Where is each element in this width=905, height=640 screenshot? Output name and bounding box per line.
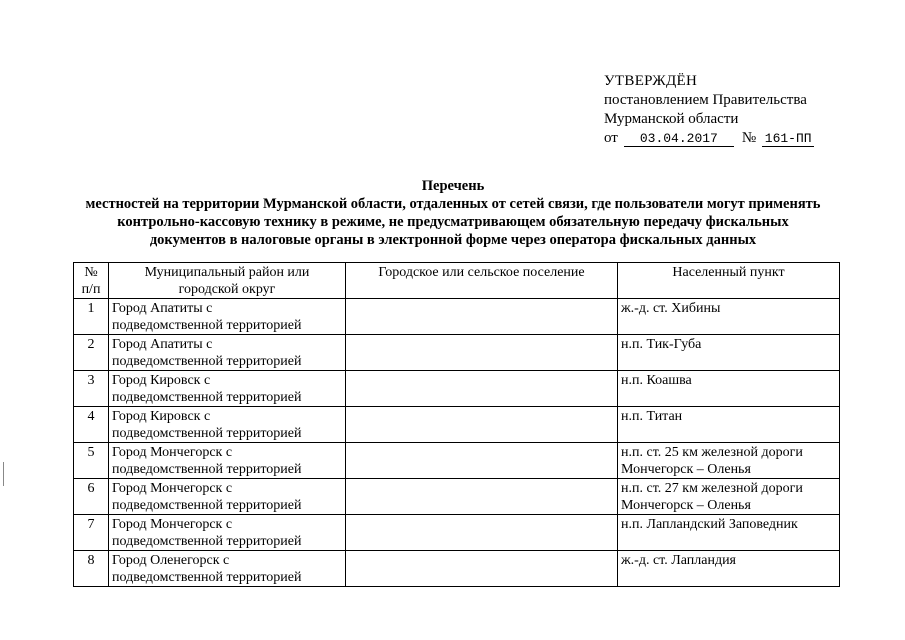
document-subtitle-line-1: местностей на территории Мурманской области, отдаленных от сетей связи, где пользователи могут применять: [85, 196, 821, 212]
table-row: [74, 443, 840, 479]
row-locality: н.п. ст. 27 км железной дороги Мончегорск – Оленья: [618, 479, 840, 515]
header-district: Муниципальный район или городской округ: [109, 263, 346, 299]
row-settlement: [346, 371, 618, 407]
row-district: Город Мончегорск с подведомственной территорией: [109, 479, 346, 515]
row-number: 1: [74, 299, 109, 335]
table-header-row: [74, 263, 840, 299]
number-prefix: №: [741, 130, 757, 146]
row-number: 2: [74, 335, 109, 371]
row-district: Город Оленегорск с подведомственной территорией: [109, 551, 346, 587]
row-district: Город Апатиты с подведомственной территорией: [109, 335, 346, 371]
row-district: Город Кировск с подведомственной территорией: [109, 407, 346, 443]
row-number: 6: [74, 479, 109, 515]
table-row: [74, 515, 840, 551]
row-number: 8: [74, 551, 109, 587]
header-settlement: Городское или сельское поселение: [346, 263, 618, 299]
row-settlement: [346, 335, 618, 371]
row-settlement: [346, 515, 618, 551]
row-settlement: [346, 443, 618, 479]
date-prefix: от: [604, 130, 618, 146]
approval-line-1: постановлением Правительства: [604, 92, 807, 108]
row-locality: н.п. Лапландский Заповедник: [618, 515, 840, 551]
document-subtitle-line-2: контрольно-кассовую технику в режиме, не предусматривающем обязательную передачу фискальных: [117, 214, 789, 230]
document-subtitle-line-3: документов в налоговые органы в электронной форме через оператора фискальных данных: [149, 232, 757, 248]
row-district: Город Мончегорск с подведомственной территорией: [109, 443, 346, 479]
row-locality: ж.-д. ст. Лапландия: [618, 551, 840, 587]
approval-title: УТВЕРЖДЁН: [604, 73, 698, 89]
row-number: 5: [74, 443, 109, 479]
scan-edge-mark: [3, 462, 4, 486]
row-locality: н.п. Коашва: [618, 371, 840, 407]
header-locality: Населенный пункт: [618, 263, 840, 299]
table-row: [74, 299, 840, 335]
document-title: Перечень: [421, 178, 485, 194]
row-district: Город Кировск с подведомственной территорией: [109, 371, 346, 407]
row-settlement: [346, 479, 618, 515]
row-number: 4: [74, 407, 109, 443]
header-number: № п/п: [74, 263, 109, 299]
localities-table: [73, 262, 840, 587]
row-district: Город Мончегорск с подведомственной территорией: [109, 515, 346, 551]
approval-number: 161-ПП: [762, 131, 814, 147]
table-row: [74, 407, 840, 443]
row-locality: ж.-д. ст. Хибины: [618, 299, 840, 335]
row-settlement: [346, 299, 618, 335]
approval-line-2: Мурманской области: [604, 111, 739, 127]
row-settlement: [346, 407, 618, 443]
table-row: [74, 551, 840, 587]
row-locality: н.п. Титан: [618, 407, 840, 443]
approval-date-line: [604, 129, 814, 148]
row-locality: н.п. Тик-Губа: [618, 335, 840, 371]
row-settlement: [346, 551, 618, 587]
document-heading: [30, 177, 876, 249]
table-row: [74, 335, 840, 371]
table-row: [74, 371, 840, 407]
row-number: 7: [74, 515, 109, 551]
table-row: [74, 479, 840, 515]
row-district: Город Апатиты с подведомственной территорией: [109, 299, 346, 335]
row-number: 3: [74, 371, 109, 407]
row-locality: н.п. ст. 25 км железной дороги Мончегорск – Оленья: [618, 443, 840, 479]
approval-block: [604, 72, 814, 148]
approval-date: 03.04.2017: [624, 131, 734, 147]
